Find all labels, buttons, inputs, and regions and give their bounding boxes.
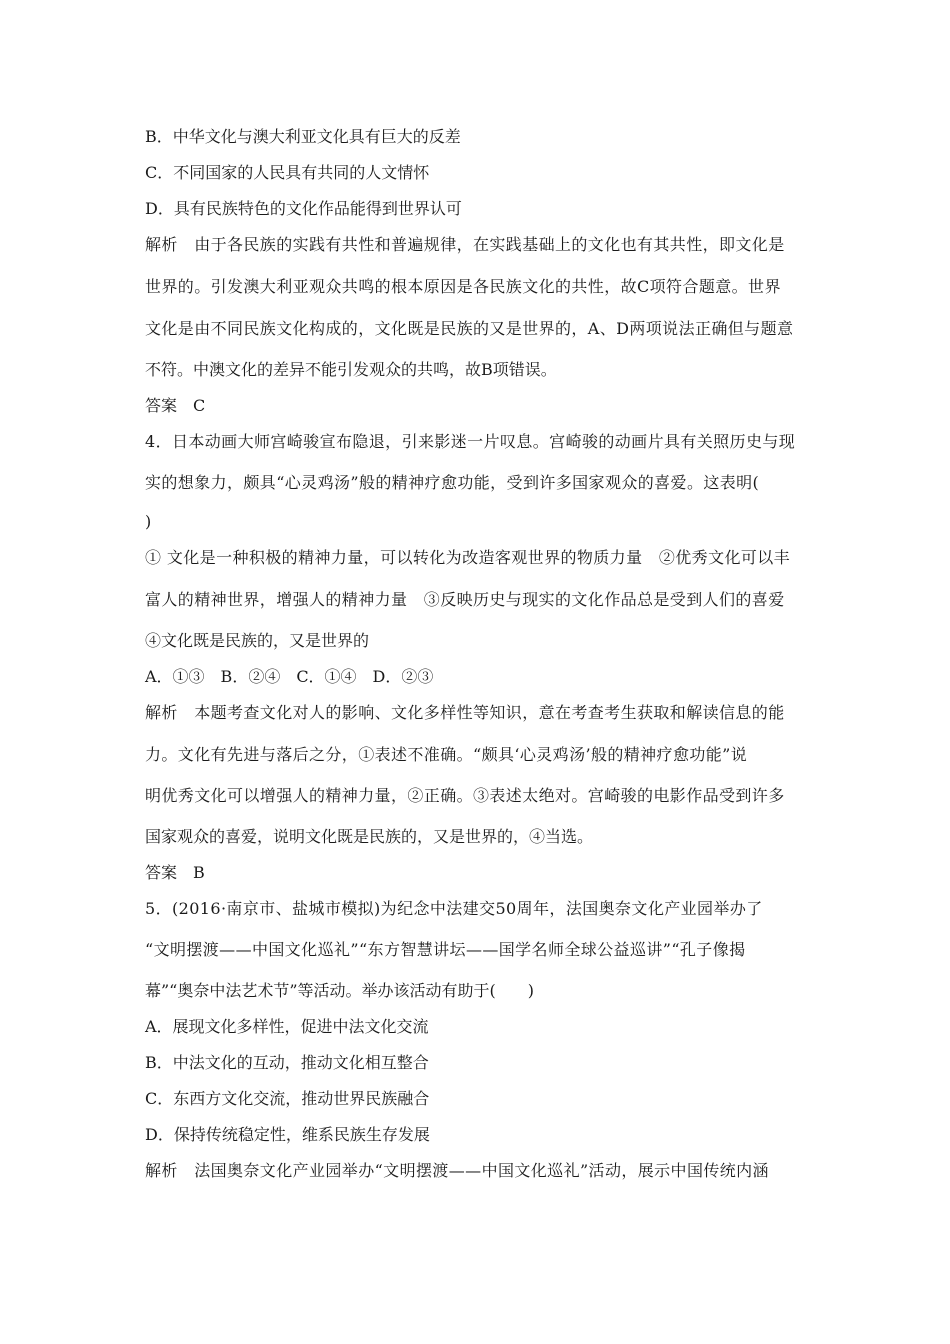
- q4-analysis-line: 解析 本题考查文化对人的影响、文化多样性等知识，意在考查考生获取和解读信息的能: [145, 703, 785, 722]
- q4-stem-line: 实的想象力，颇具“心灵鸡汤”般的精神疗愈功能，受到许多国家观众的喜爱。这表明(: [145, 473, 760, 492]
- q3-answer: 答案 C: [145, 396, 206, 415]
- q3-analysis-line: 不符。中澳文化的差异不能引发观众的共鸣，故B项错误。: [145, 360, 557, 379]
- q3-analysis-line: 文化是由不同民族文化构成的，文化既是民族的又是世界的，A、D两项说法正确但与题意: [145, 319, 794, 338]
- q4-statement-line: ④文化既是民族的，又是世界的: [145, 631, 370, 650]
- q5-option-d: D．保持传统稳定性，维系民族生存发展: [145, 1125, 430, 1144]
- q4-answer: 答案 B: [145, 863, 205, 882]
- q5-option-a: A．展现文化多样性，促进中法文化交流: [145, 1017, 429, 1036]
- q4-stem-line: ): [145, 512, 152, 531]
- q4-statement-line: ① 文化是一种积极的精神力量，可以转化为改造客观世界的物质力量 ②优秀文化可以丰: [145, 548, 791, 567]
- q5-option-c: C．东西方文化交流，推动世界民族融合: [145, 1089, 430, 1108]
- q3-option-c: C．不同国家的人民具有共同的人文情怀: [145, 163, 430, 182]
- q5-stem-line: “文明摆渡——中国文化巡礼”“东方智慧讲坛——国学名师全球公益巡讲”“孔子像揭: [145, 940, 746, 959]
- q5-stem-line: 幕”“奥奈中法艺术节”等活动。举办该活动有助于( ): [145, 981, 535, 1000]
- q5-stem-line: 5．(2016·南京市、盐城市模拟)为纪念中法建交50周年，法国奥奈文化产业园举办了: [145, 899, 763, 918]
- q3-option-d: D．具有民族特色的文化作品能得到世界认可: [145, 199, 462, 218]
- q3-analysis-line: 解析 由于各民族的实践有共性和普遍规律，在实践基础上的文化也有其共性，即文化是: [145, 235, 785, 254]
- q4-options: A．①③ B．②④ C．①④ D．②③: [145, 667, 434, 686]
- q4-analysis-line: 明优秀文化可以增强人的精神力量，②正确。③表述太绝对。宫崎骏的电影作品受到许多: [145, 786, 785, 805]
- q4-analysis-line: 国家观众的喜爱，说明文化既是民族的，又是世界的，④当选。: [145, 827, 594, 846]
- q5-analysis-line: 解析 法国奥奈文化产业园举办“文明摆渡——中国文化巡礼”活动，展示中国传统内涵: [145, 1161, 769, 1180]
- q3-analysis-line: 世界的。引发澳大利亚观众共鸣的根本原因是各民族文化的共性，故C项符合题意。世界: [145, 277, 781, 296]
- q5-option-b: B．中法文化的互动，推动文化相互整合: [145, 1053, 429, 1072]
- q4-statement-line: 富人的精神世界，增强人的精神力量 ③反映历史与现实的文化作品总是受到人们的喜爱: [145, 590, 785, 609]
- q3-option-b: B．中华文化与澳大利亚文化具有巨大的反差: [145, 127, 461, 146]
- q4-analysis-line: 力。文化有先进与落后之分，①表述不准确。“颇具‘心灵鸡汤’般的精神疗愈功能”说: [145, 745, 748, 764]
- q4-stem-line: 4．日本动画大师宫崎骏宣布隐退，引来影迷一片叹息。宫崎骏的动画片具有关照历史与现: [145, 432, 796, 451]
